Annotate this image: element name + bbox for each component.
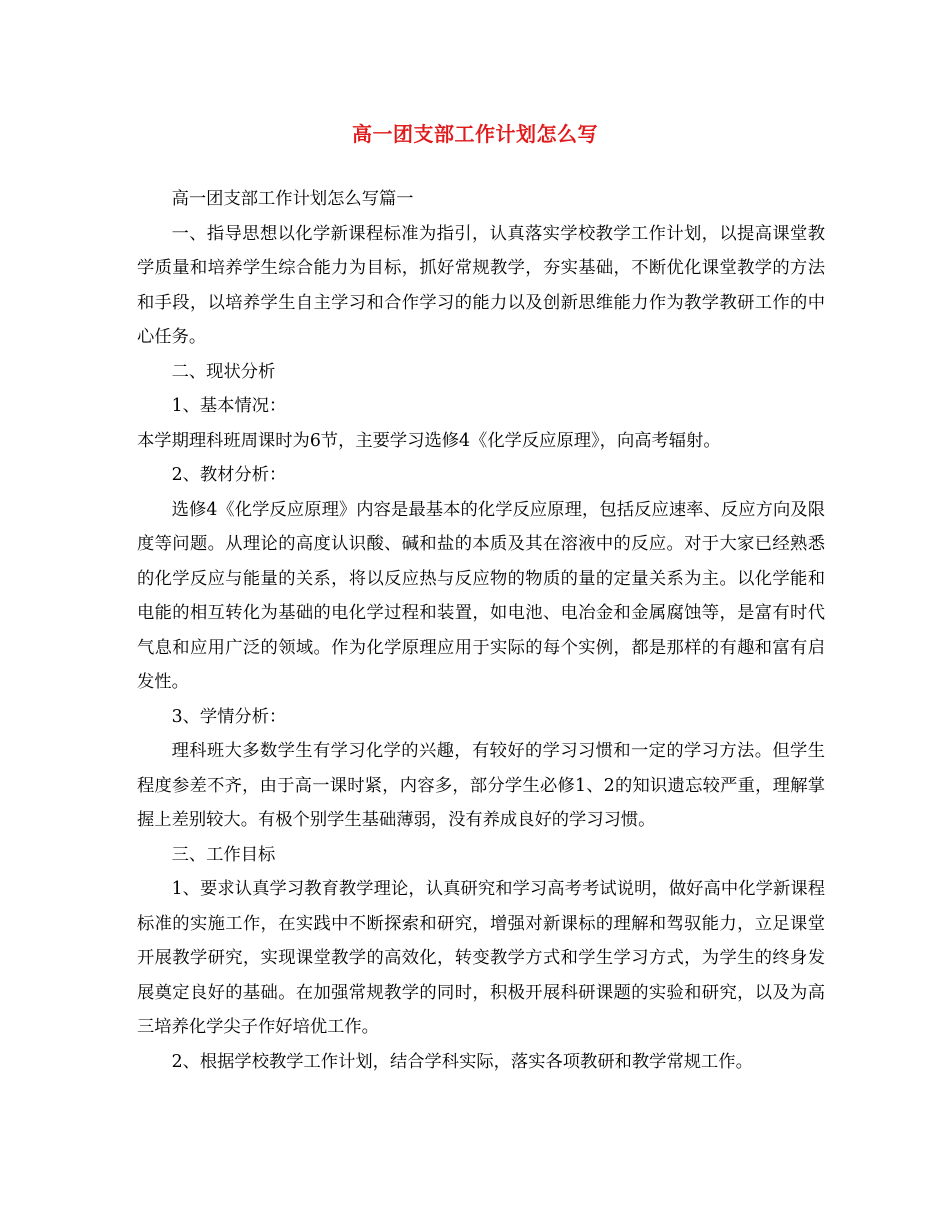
- subheading-basic-situation: 1、基本情况：: [171, 396, 287, 416]
- document-title: 高一团支部工作计划怎么写: [352, 122, 598, 146]
- textbook-analysis-paragraph: 选修4《化学反应原理》内容是最基本的化学反应原理，包括反应速率、反应方向及限度等问题。从理论的高度认识酸、碱和盐的本质及其在溶液中的反应。对于大家已经熟悉的化学反应与能量的关系，将以反应热与反应物的物质的量的定量关系为主。以化学能和电能的相互转化为基础的电化学过程和装置，如电池、电冶金和金属腐蚀等，是富有时代气息和应用广泛的领域。作为化学原理应用于实际的每个实例，都是那样的有趣和富有启发性。: [137, 499, 825, 692]
- section-heading-goals: 三、工作目标: [171, 844, 276, 865]
- subheading-student-analysis: 3、学情分析：: [171, 706, 287, 727]
- section-heading-status: 二、现状分析: [171, 361, 276, 382]
- document-body: [137, 182, 825, 1079]
- guiding-ideology-paragraph: 一、指导思想以化学新课程标准为指引，认真落实学校教学工作计划，以提高课堂教学质量和培养学生综合能力为目标，抓好常规教学，夯实基础，不断优化课堂教学的方法和手段，以培养学生自主学习和合作学习的能力以及创新思维能力作为教学教研工作的中心任务。: [137, 223, 825, 347]
- goal-paragraph-2: 2、根据学校教学工作计划，结合学科实际，落实各项教研和教学常规工作。: [171, 1051, 753, 1072]
- goal-paragraph-1: 1、要求认真学习教育教学理论，认真研究和学习高考考试说明，做好高中化学新课程标准的实施工作，在实践中不断探索和研究，增强对新课标的理解和驾驭能力，立足课堂开展教学研究，实现课堂教学的高效化，转变教学方式和学生学习方式，为学生的终身发展奠定良好的基础。在加强常规教学的同时，积极开展科研课题的实验和研究，以及为高三培养化学尖子作好培优工作。: [137, 879, 825, 1037]
- student-analysis-paragraph: 理科班大多数学生有学习化学的兴趣，有较好的学习习惯和一定的学习方法。但学生程度参差不齐，由于高一课时紧，内容多，部分学生必修1、2的知识遗忘较严重，理解掌握上差别较大。有极个别学生基础薄弱，没有养成良好的学习习惯。: [137, 741, 825, 830]
- subheading-textbook-analysis: 2、教材分析：: [171, 465, 287, 485]
- basic-situation-paragraph: 本学期理科班周课时为6节，主要学习选修4《化学反应原理》，向高考辐射。: [137, 430, 721, 451]
- subtitle-paragraph: 高一团支部工作计划怎么写篇一: [171, 189, 414, 209]
